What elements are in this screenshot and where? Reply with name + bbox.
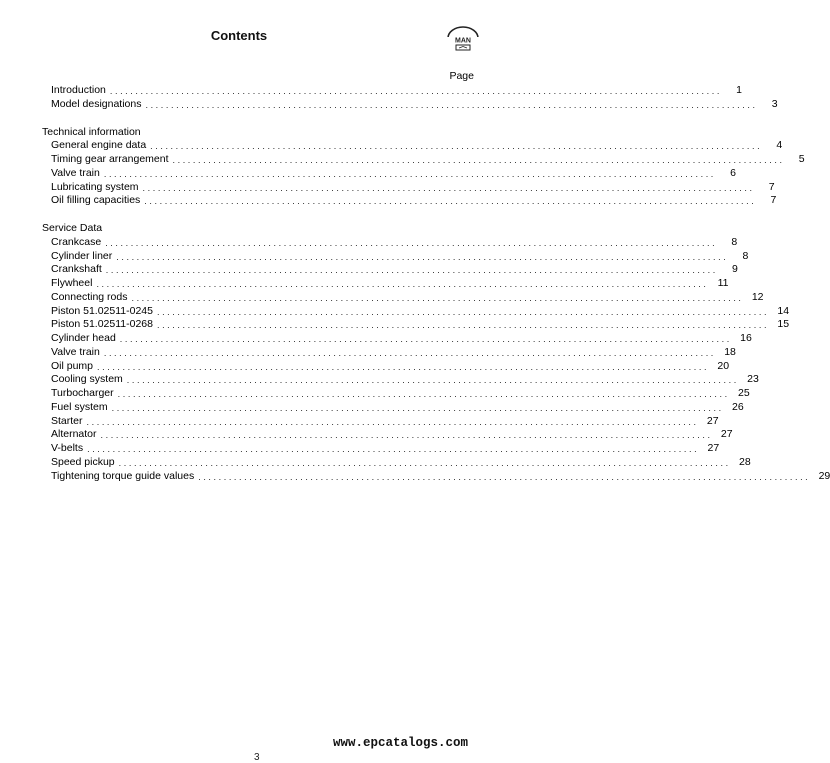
dot-leader: ........................................................................................................................	[111, 402, 724, 413]
dot-leader: ........................................................................................................................	[145, 99, 758, 110]
toc-entry[interactable]	[51, 345, 736, 359]
dot-leader: ........................................................................................................................	[105, 265, 718, 276]
toc-entry-label: Connecting rods	[51, 290, 128, 303]
dot-leader: ........................................................................................................................	[109, 86, 722, 96]
toc-entry[interactable]	[51, 139, 783, 152]
toc-entry-label: V-belts	[51, 442, 84, 454]
dot-leader: ........................................................................................................................	[142, 182, 755, 193]
toc-entry-label: Cylinder head	[51, 332, 116, 344]
dot-leader: ........................................................................................................................	[105, 237, 718, 248]
dot-leader: ........................................................................................................................	[119, 334, 732, 344]
page-title: Contents	[210, 28, 268, 43]
toc-entry[interactable]	[51, 166, 736, 180]
dot-leader: ........................................................................................................................	[86, 416, 699, 427]
toc-entry-page: 23	[747, 373, 759, 386]
toc-entry[interactable]	[51, 153, 805, 166]
toc-entry[interactable]	[51, 277, 729, 290]
toc-entry-label: Model designations	[51, 97, 142, 110]
toc-entry-page: 4	[776, 139, 783, 152]
toc-entry-label: Tightening torque guide values	[51, 469, 195, 482]
toc-entry-label: Oil pump	[51, 359, 94, 372]
dot-leader: ........................................................................................................................	[100, 430, 713, 441]
toc-entry[interactable]	[51, 194, 777, 207]
dot-leader: ........................................................................................................................	[103, 347, 716, 358]
toc-entry[interactable]	[51, 455, 751, 469]
toc-entry-page: 20	[717, 359, 730, 372]
dot-leader: ........................................................................................................................	[198, 471, 811, 482]
toc-entry-label: Piston 51.02511-0245	[51, 304, 153, 317]
toc-entry[interactable]	[51, 387, 750, 400]
toc-entry-page: 26	[731, 400, 744, 413]
toc-entry[interactable]	[51, 400, 744, 414]
toc-entry[interactable]	[51, 84, 742, 97]
toc-entry[interactable]	[51, 332, 752, 345]
toc-entry[interactable]	[51, 304, 790, 318]
toc-entry-label: Fuel system	[51, 400, 108, 413]
dot-leader: ........................................................................................................................	[144, 196, 757, 207]
svg-text:MAN: MAN	[455, 37, 471, 45]
toc-entry-label: Cylinder liner	[51, 249, 113, 262]
toc-entry[interactable]	[51, 235, 738, 249]
dot-leader: ........................................................................................................................	[172, 155, 785, 165]
toc-entry-page: 27	[707, 442, 720, 454]
toc-entry-label: Crankshaft	[51, 263, 102, 276]
toc-entry-label: Alternator	[51, 428, 97, 441]
page-column-header: Page	[449, 70, 474, 82]
dot-leader: ........................................................................................................................	[131, 292, 744, 303]
toc-entry-label: Cooling system	[51, 373, 123, 386]
toc-entry-page: 1	[736, 84, 742, 96]
toc-entry-label: Valve train	[51, 166, 100, 179]
page-number: 3	[254, 752, 260, 763]
dot-leader: ........................................................................................................................	[156, 320, 770, 331]
toc-entry-page: 5	[798, 153, 805, 165]
toc-entry[interactable]	[51, 290, 764, 304]
dot-leader: ........................................................................................................................	[156, 306, 770, 317]
dot-leader: ........................................................................................................................	[118, 457, 731, 468]
toc-entry[interactable]	[51, 428, 733, 441]
toc-entry-page: 16	[740, 332, 752, 344]
toc-entry-page: 11	[717, 277, 729, 289]
section-heading: Technical information	[42, 125, 141, 138]
dot-leader: ........................................................................................................................	[97, 361, 710, 372]
toc-entry-page: 18	[724, 345, 736, 358]
toc-entry[interactable]	[51, 442, 720, 455]
toc-entry-label: Introduction	[51, 84, 106, 96]
section-heading: Service Data	[42, 222, 103, 234]
toc-entry-label: Oil filling capacities	[51, 194, 141, 207]
toc-entry-page: 25	[738, 387, 750, 399]
toc-entry[interactable]	[51, 249, 749, 263]
toc-entry-label: Speed pickup	[51, 455, 115, 468]
toc-entry-page: 28	[739, 455, 751, 468]
toc-entry-label: Turbocharger	[51, 387, 114, 399]
toc-entry-page: 9	[732, 263, 738, 276]
toc-entry[interactable]	[51, 263, 738, 276]
toc-entry-page: 27	[706, 414, 719, 427]
dot-leader: ........................................................................................................................	[150, 141, 763, 152]
toc-entry-page: 3	[771, 97, 778, 110]
toc-entry[interactable]	[51, 414, 719, 428]
dot-leader: ........................................................................................................................	[126, 375, 739, 386]
toc-entry-label: Piston 51.02511-0268	[51, 318, 153, 331]
toc-entry-label: General engine data	[51, 139, 147, 152]
footer-url[interactable]: www.epcatalogs.com	[333, 736, 469, 750]
toc-entry-label: Timing gear arrangement	[51, 153, 169, 165]
toc-entry-page: 14	[777, 304, 790, 317]
toc-entry-page: 7	[770, 194, 777, 207]
dot-leader: ........................................................................................................................	[116, 251, 729, 262]
toc-entry[interactable]	[51, 97, 778, 111]
toc-entry[interactable]	[51, 359, 730, 373]
toc-entry-page: 8	[731, 235, 738, 248]
toc-entry-label: Flywheel	[51, 277, 93, 289]
dot-leader: ........................................................................................................................	[103, 168, 716, 179]
toc-entry-label: Valve train	[51, 345, 100, 358]
toc-entry[interactable]	[51, 180, 775, 194]
toc-entry-label: Starter	[51, 414, 83, 427]
dot-leader: ........................................................................................................................	[87, 444, 700, 454]
toc-entry[interactable]	[51, 318, 790, 331]
toc-entry-page: 27	[720, 428, 733, 441]
toc-entry[interactable]	[51, 373, 759, 386]
toc-entry-page: 8	[742, 249, 749, 262]
toc-entry-page: 12	[751, 290, 764, 303]
toc-entry-label: Crankcase	[51, 235, 102, 248]
toc-entry[interactable]	[51, 469, 830, 483]
toc-entry-page: 15	[777, 318, 790, 331]
toc-entry-page: 29	[818, 469, 830, 482]
dot-leader: ........................................................................................................................	[96, 279, 709, 289]
man-logo	[446, 26, 480, 52]
toc-entry-page: 6	[730, 166, 736, 179]
toc-entry-page: 7	[768, 180, 775, 193]
dot-leader: ........................................................................................................................	[117, 389, 730, 399]
toc-entry-label: Lubricating system	[51, 180, 139, 193]
